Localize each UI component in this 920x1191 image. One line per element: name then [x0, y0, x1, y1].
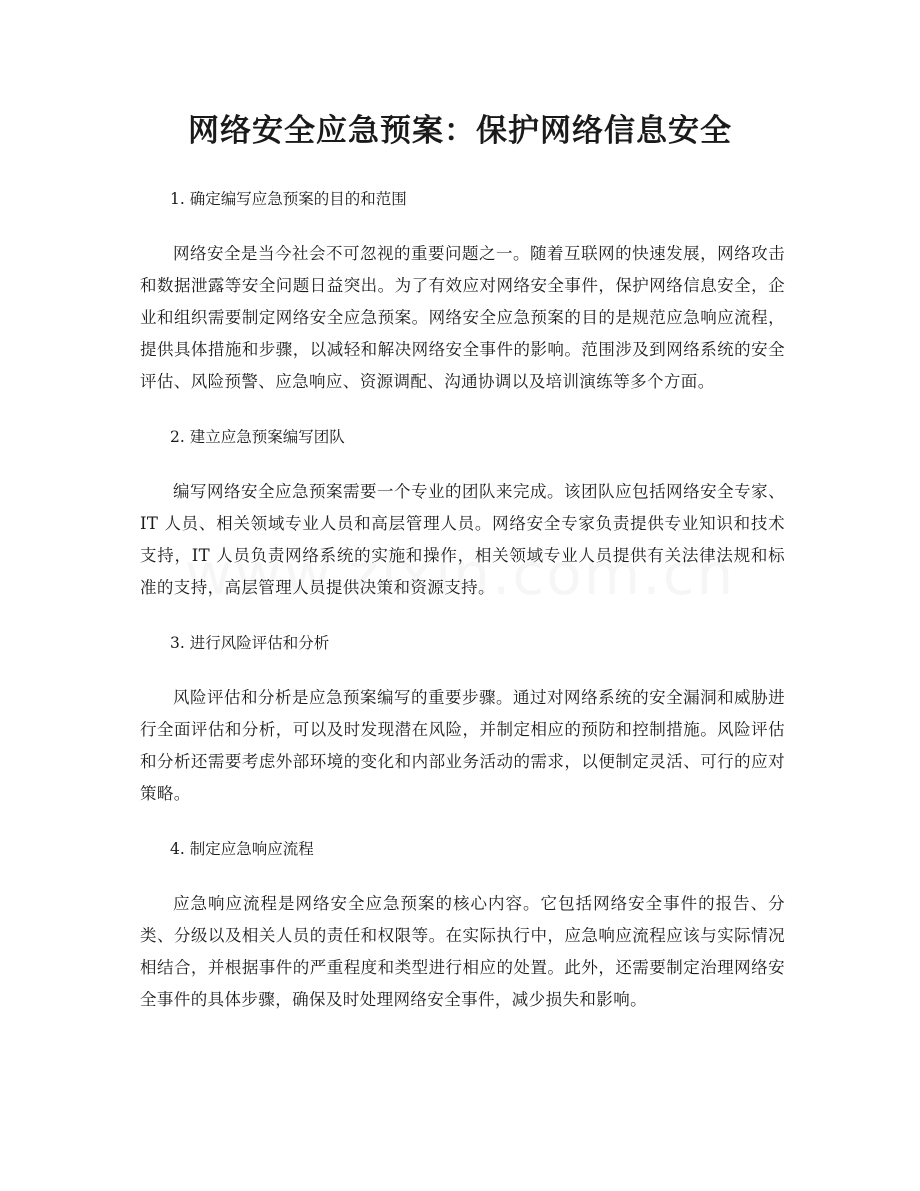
section-paragraph: 编写网络安全应急预案需要一个专业的团队来完成。该团队应包括网络安全专家、IT 人员、相关领域专业人员和高层管理人员。网络安全专家负责提供专业知识和技术支持，IT 人员负责网络系统的实施和操作，相关领域专业人员提供有关法律法规和标准的支持，高层管理人员提供决策和资源支持。 — [140, 482, 785, 597]
section-paragraph: 风险评估和分析是应急预案编写的重要步骤。通过对网络系统的安全漏洞和威胁进行全面评估和分析，可以及时发现潜在风险，并制定相应的预防和控制措施。风险评估和分析还需要考虑外部环境的变化和内部业务活动的需求，以便制定灵活、可行的应对策略。 — [140, 688, 785, 803]
section-heading: 1. 确定编写应急预案的目的和范围 — [170, 190, 407, 208]
section-paragraph: 应急响应流程是网络安全应急预案的核心内容。它包括网络安全事件的报告、分类、分级以及相关人员的责任和权限等。在实际执行中，应急响应流程应该与实际情况相结合，并根据事件的严重程度和类型进行相应的处置。此外，还需要制定治理网络安全事件的具体步骤，确保及时处理网络安全事件，减少损失和影响。 — [140, 894, 785, 1009]
section-heading: 4. 制定应急响应流程 — [170, 840, 314, 858]
section-paragraph: 网络安全是当今社会不可忽视的重要问题之一。随着互联网的快速发展，网络攻击和数据泄露等安全问题日益突出。为了有效应对网络安全事件，保护网络信息安全，企业和组织需要制定网络安全应急预案。网络安全应急预案的目的是规范应急响应流程，提供具体措施和步骤，以减轻和解决网络安全事件的影响。范围涉及到网络系统的安全评估、风险预警、应急响应、资源调配、沟通协调以及培训演练等多个方面。 — [140, 244, 785, 391]
section-1 — [140, 182, 785, 398]
document-title: 网络安全应急预案：保护网络信息安全 — [188, 113, 732, 149]
section-3 — [140, 626, 785, 810]
section-heading: 3. 进行风险评估和分析 — [170, 634, 330, 652]
document-body — [140, 182, 785, 1038]
section-4 — [140, 832, 785, 1016]
section-heading: 2. 建立应急预案编写团队 — [170, 428, 345, 446]
section-2 — [140, 420, 785, 604]
